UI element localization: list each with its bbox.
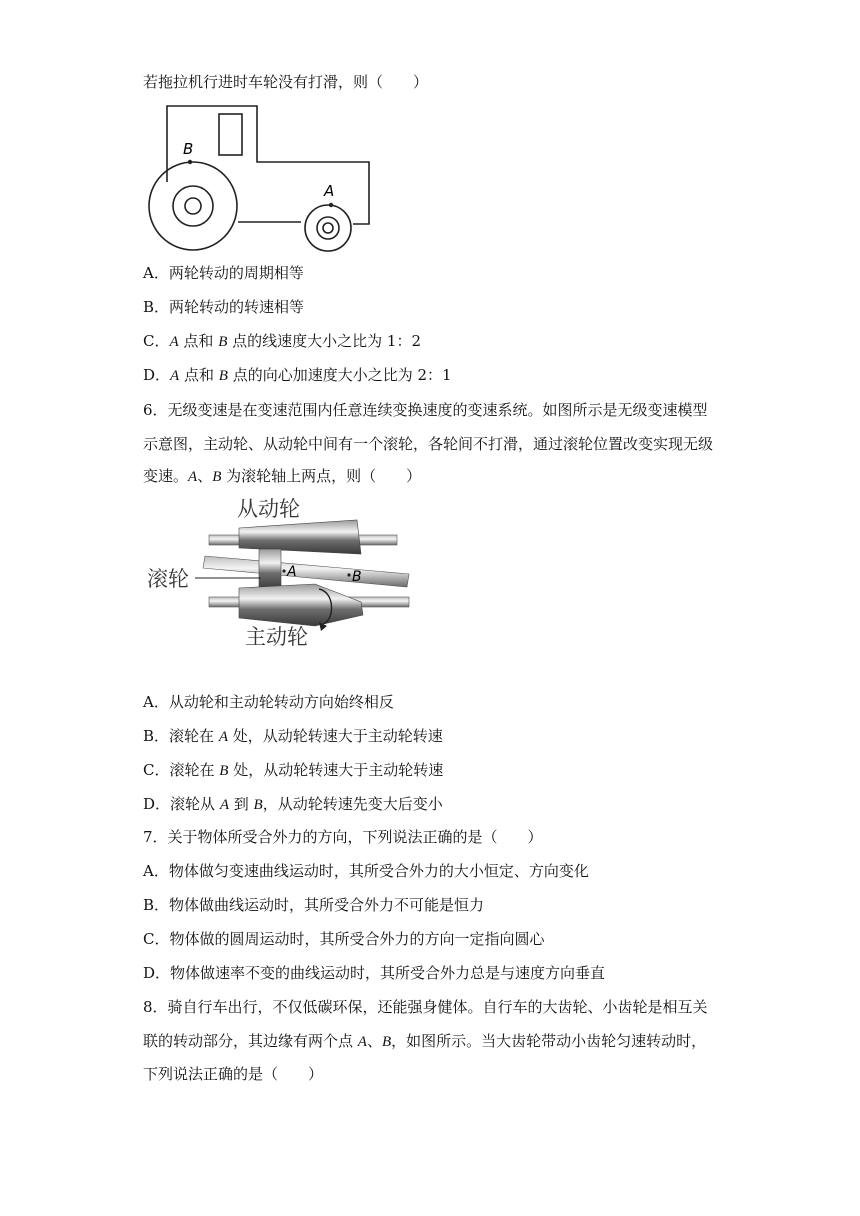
- q8-stem-line3: 下列说法正确的是（ ）: [143, 1065, 324, 1083]
- point-a-dot: [282, 569, 285, 572]
- q8-stem-line2: 联的转动部分，其边缘有两个点 A、B，如图所示。当大齿轮带动小齿轮匀速转动时，: [143, 1032, 707, 1050]
- q5-stem: 若拖拉机行进时车轮没有打滑，则（ ）: [143, 73, 429, 91]
- q6-stem-line3: 变速。A、B 为滚轮轴上两点，则（ ）: [143, 467, 422, 485]
- point-b-dot: [188, 160, 192, 164]
- driver-wheel-label: 主动轮: [245, 625, 308, 649]
- point-a-label: A: [324, 182, 335, 200]
- q6-option-d: D．滚轮从 A 到 B，从动轮转速先变大后变小: [143, 795, 443, 813]
- roller-label: 滚轮: [147, 567, 189, 591]
- q6-stem-line1: 6．无级变速是在变速范围内任意连续变换速度的变速系统。如图所示是无级变速模型: [143, 401, 708, 419]
- q6-option-b: B．滚轮在 A 处，从动轮转速大于主动轮转速: [143, 727, 443, 745]
- big-wheel: [149, 162, 237, 250]
- point-a-dot: [329, 203, 333, 207]
- q7-option-a: A．物体做匀变速曲线运动时，其所受合外力的大小恒定、方向变化: [143, 862, 589, 880]
- point-b-label: B: [183, 140, 194, 158]
- driven-cone: [239, 520, 361, 554]
- q6-option-a: A．从动轮和主动轮转动方向始终相反: [143, 693, 394, 711]
- q5-option-b: B．两轮转动的转速相等: [143, 298, 305, 316]
- tractor-window: [219, 114, 242, 155]
- q5-option-a: A．两轮转动的周期相等: [143, 264, 304, 282]
- q6-option-c: C．滚轮在 B 处，从动轮转速大于主动轮转速: [143, 761, 444, 779]
- tractor-figure: [143, 100, 383, 260]
- q6-stem-line2: 示意图，主动轮、从动轮中间有一个滚轮，各轮间不打滑，通过滚轮位置改变实现无级: [143, 435, 714, 453]
- q7-stem: 7．关于物体所受合外力的方向，下列说法正确的是（ ）: [143, 828, 543, 846]
- small-wheel: [305, 205, 351, 251]
- roller-axle: [203, 556, 409, 587]
- q7-option-c: C．物体做的圆周运动时，其所受合外力的方向一定指向圆心: [143, 930, 545, 948]
- q7-option-b: B．物体做曲线运动时，其所受合外力不可能是恒力: [143, 896, 485, 914]
- point-b-label: B: [352, 569, 362, 585]
- q5-option-c: C．A 点和 B 点的线速度大小之比为 1：2: [143, 332, 421, 350]
- q8-stem-line1: 8．骑自行车出行，不仅低碳环保，还能强身健体。自行车的大齿轮、小齿轮是相互关: [143, 998, 708, 1016]
- small-wheel-hub: [317, 217, 339, 239]
- big-wheel-axle: [185, 198, 201, 214]
- driven-wheel-label: 从动轮: [237, 497, 300, 521]
- q7-option-d: D．物体做速率不变的曲线运动时，其所受合外力总是与速度方向垂直: [143, 964, 606, 982]
- point-b-dot: [347, 573, 350, 576]
- big-wheel-hub: [173, 186, 213, 226]
- point-a-label: A: [287, 564, 297, 580]
- driver-cone: [239, 584, 363, 626]
- small-wheel-axle: [323, 223, 333, 233]
- cvt-figure: [143, 492, 423, 657]
- roller: [259, 549, 281, 589]
- tractor-body: [167, 106, 369, 224]
- q5-option-d: D．A 点和 B 点的向心加速度大小之比为 2：1: [143, 366, 452, 384]
